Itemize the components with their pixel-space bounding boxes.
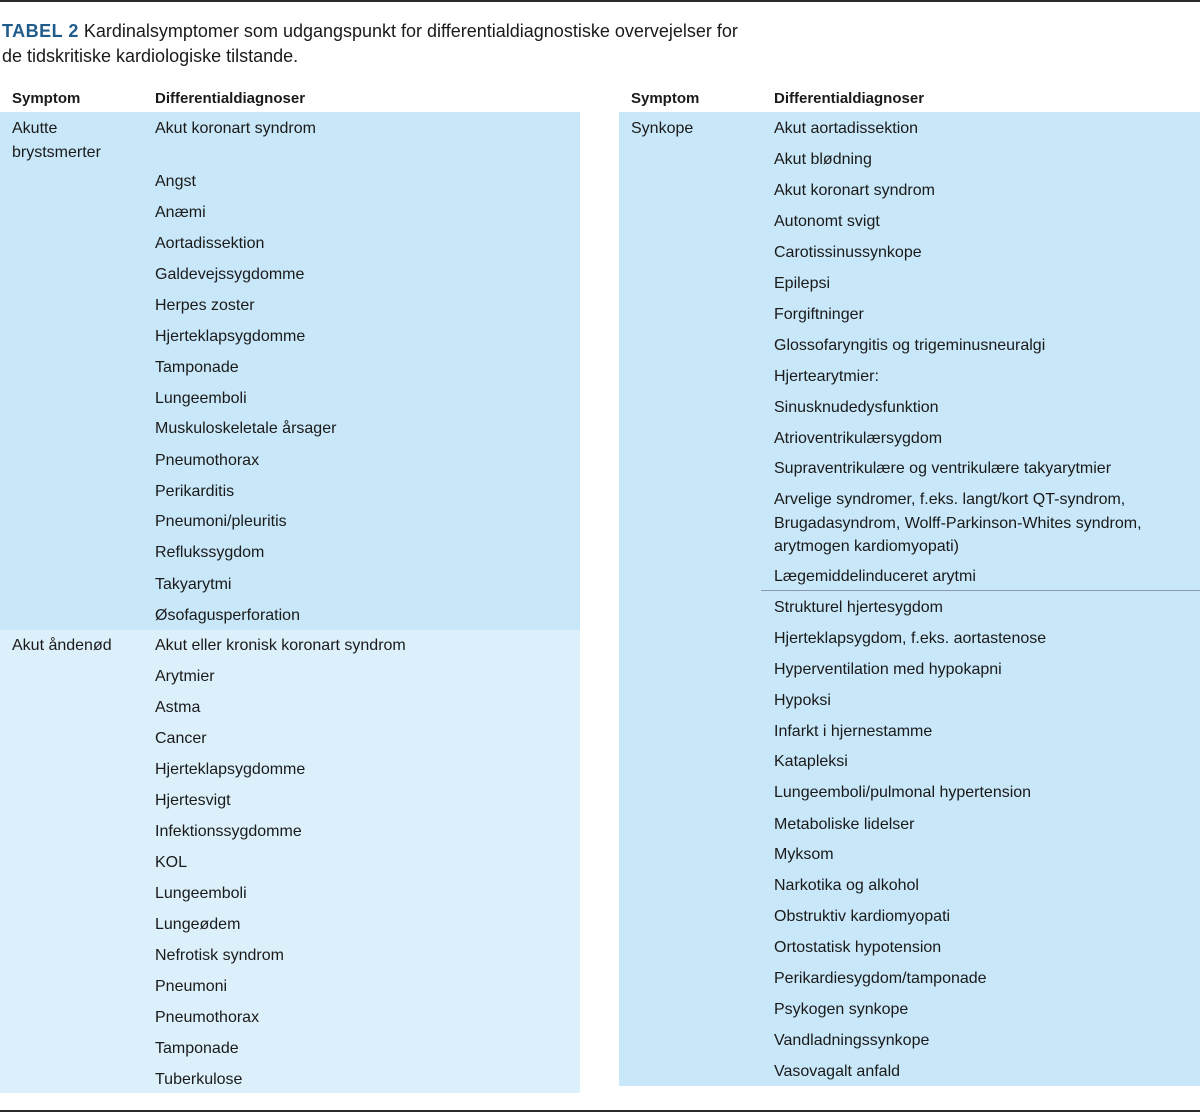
group-andenod-bg: [0, 630, 580, 1093]
diagnosis-item: Reflukssygdom: [155, 544, 265, 561]
diagnosis-item: Autonomt svigt: [774, 213, 880, 230]
group-brystsmerter-bg: [0, 112, 580, 630]
diagnosis-item: Anæmi: [155, 204, 206, 221]
left-header-dx: Differentialdiagnoser: [155, 90, 306, 107]
diagnosis-item: Ortostatisk hypotension: [774, 939, 942, 956]
diagnosis-item: Perikardiesygdom/tamponade: [774, 970, 987, 987]
diagnosis-item: Tamponade: [155, 1040, 239, 1057]
diagnosis-item: Myksom: [774, 846, 834, 863]
diagnosis-item: Carotissinussynkope: [774, 244, 922, 261]
diagnosis-item: Aortadissektion: [155, 235, 265, 252]
diagnosis-item: Lungeødem: [155, 916, 241, 933]
diagnosis-item: Tuberkulose: [155, 1071, 243, 1088]
diagnosis-item: Pneumoni/pleuritis: [155, 513, 287, 530]
diagnosis-item: Tamponade: [155, 359, 239, 376]
diagnosis-item: Hjerteklapsygdom, f.eks. aortastenose: [774, 630, 1047, 647]
diagnosis-item: Lægemiddelinduceret arytmi: [774, 568, 976, 585]
diagnosis-item: Perikarditis: [155, 483, 235, 500]
diagnosis-item: Pneumothorax: [155, 452, 260, 469]
diagnosis-item: Hypoksi: [774, 692, 831, 709]
diagnosis-item: KOL: [155, 854, 188, 871]
caption-text: Kardinalsymptomer som udgangspunkt for differentialdiagnostiske overvejelser for de tidskritiske kardiologiske tilstande.: [2, 21, 738, 66]
diagnosis-item: arytmogen kardiomyopati): [774, 538, 959, 555]
diagnosis-item: Lungeemboli: [155, 885, 247, 902]
diagnosis-item: Vandladningssynkope: [774, 1032, 930, 1049]
diagnosis-item: Akut eller kronisk koronart syndrom: [155, 637, 406, 654]
diagnosis-item: Strukturel hjertesygdom: [774, 599, 943, 616]
caption-label: TABEL 2: [2, 21, 79, 41]
diagnosis-item: Hyperventilation med hypokapni: [774, 661, 1002, 678]
diagnosis-item: Cancer: [155, 730, 207, 747]
diagnosis-item: Arvelige syndromer, f.eks. langt/kort QT-syndrom,: [774, 491, 1126, 508]
symptom-label: Synkope: [631, 120, 694, 137]
top-rule: [0, 0, 1200, 2]
diagnosis-item: Hjerteklapsygdomme: [155, 328, 306, 345]
diagnosis-item: Pneumothorax: [155, 1009, 260, 1026]
diagnosis-item: Narkotika og alkohol: [774, 877, 919, 894]
diagnosis-item: Infektionssygdomme: [155, 823, 302, 840]
diagnosis-item: Angst: [155, 173, 196, 190]
diagnosis-item: Galdevejssygdomme: [155, 266, 305, 283]
left-header-symptom: Symptom: [12, 90, 81, 107]
diagnosis-item: Vasovagalt anfald: [774, 1063, 901, 1080]
bottom-rule: [0, 1110, 1200, 1112]
diagnosis-item: Epilepsi: [774, 275, 831, 292]
diagnosis-item: Akut aortadissektion: [774, 120, 919, 137]
diagnosis-item: Astma: [155, 699, 201, 716]
diagnosis-item: Herpes zoster: [155, 297, 255, 314]
diagnosis-item: Atrioventrikulærsygdom: [774, 430, 943, 447]
right-header-symptom: Symptom: [631, 90, 700, 107]
diagnosis-item: Glossofaryngitis og trigeminusneuralgi: [774, 337, 1046, 354]
diagnosis-item: Hjertearytmier:: [774, 368, 879, 385]
diagnosis-item: Sinusknudedysfunktion: [774, 399, 939, 416]
diagnosis-item: Hjertesvigt: [155, 792, 231, 809]
diagnosis-item: Forgiftninger: [774, 306, 864, 323]
diagnosis-item: Pneumoni: [155, 978, 228, 995]
diagnosis-item: Lungeemboli/pulmonal hypertension: [774, 784, 1032, 801]
diagnosis-item: Nefrotisk syndrom: [155, 947, 284, 964]
diagnosis-item: Brugadasyndrom, Wolff-Parkinson-Whites syndrom,: [774, 515, 1142, 532]
diagnosis-item: Psykogen synkope: [774, 1001, 909, 1018]
diagnosis-item: Øsofagusperforation: [155, 607, 300, 624]
diagnosis-item: Metaboliske lidelser: [774, 816, 915, 833]
diagnosis-item: Arytmier: [155, 668, 215, 685]
table-caption: [2, 19, 762, 69]
diagnosis-item: Katapleksi: [774, 753, 848, 770]
diagnosis-item: Infarkt i hjernestamme: [774, 723, 933, 740]
symptom-label: Akut åndenød: [12, 637, 112, 654]
row-separator: [761, 590, 1200, 591]
diagnosis-item: Takyarytmi: [155, 576, 232, 593]
diagnosis-item: Akut koronart syndrom: [774, 182, 935, 199]
diagnosis-item: Obstruktiv kardiomyopati: [774, 908, 951, 925]
diagnosis-item: Hjerteklapsygdomme: [155, 761, 306, 778]
symptom-label: Akutte brystsmerter: [12, 120, 101, 161]
diagnosis-item: Akut blødning: [774, 151, 872, 168]
diagnosis-item: Supraventrikulære og ventrikulære takyarytmier: [774, 460, 1112, 477]
diagnosis-item: Muskuloskeletale årsager: [155, 420, 337, 437]
diagnosis-item: Lungeemboli: [155, 390, 247, 407]
diagnosis-item: Akut koronart syndrom: [155, 120, 316, 137]
right-header-dx: Differentialdiagnoser: [774, 90, 925, 107]
